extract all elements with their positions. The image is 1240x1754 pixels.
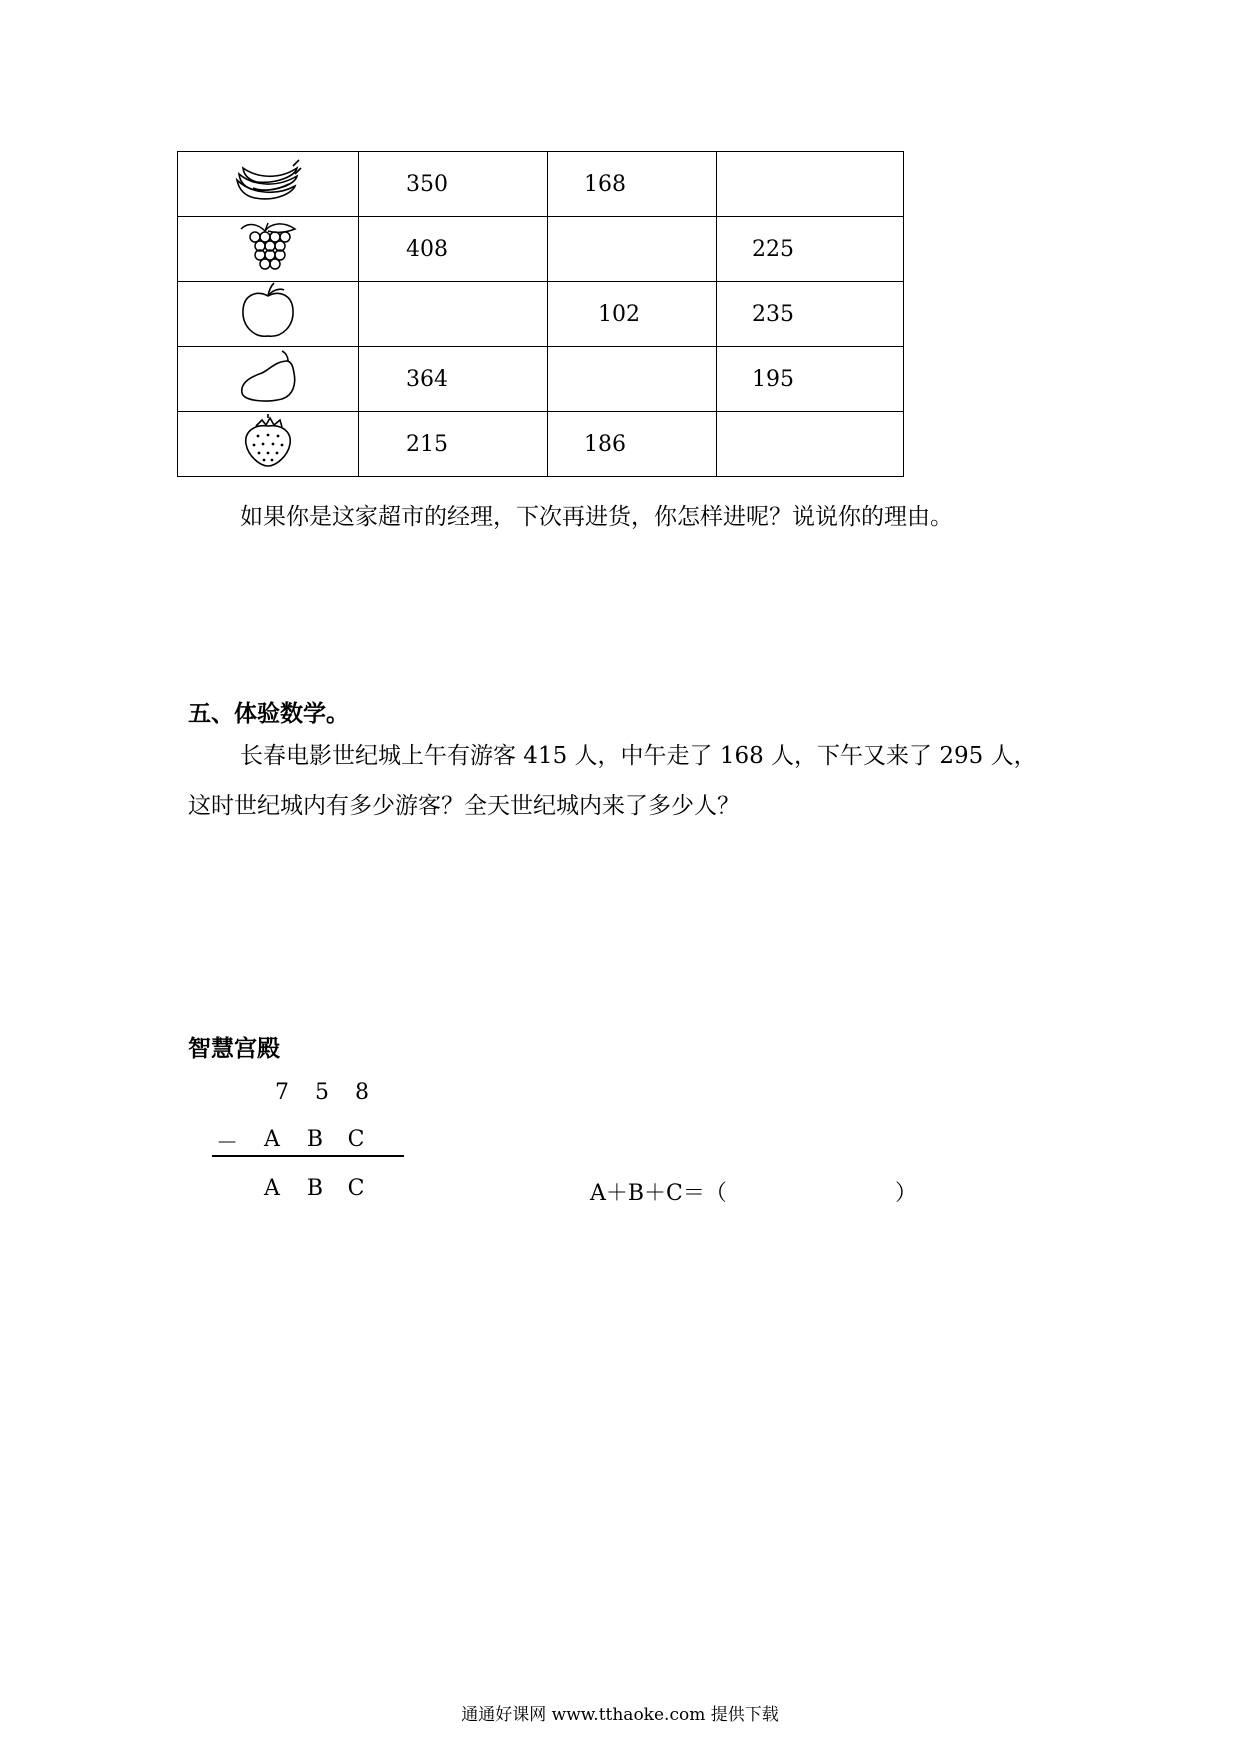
subtrahend-letter: A: [264, 1127, 280, 1152]
cell-value: 350: [406, 171, 448, 197]
minuend-digit: 7: [275, 1080, 289, 1105]
cell-value: 102: [598, 301, 640, 327]
table-row: [178, 282, 904, 347]
cell-value: 235: [752, 301, 794, 327]
value-cell: [359, 152, 548, 217]
page-footer: 通通好课网 www.tthaoke.com 提供下载: [461, 1705, 779, 1725]
value-cell: [359, 412, 548, 477]
value-cell: [359, 347, 548, 412]
cell-value: 215: [406, 431, 448, 457]
manager-question: 如果你是这家超市的经理，下次再进货，你怎样进呢？说说你的理由。: [240, 504, 953, 530]
value-cell: [548, 152, 717, 217]
cell-value: [359, 302, 406, 327]
subtrahend-letter: C: [347, 1127, 365, 1152]
value-cell: [548, 282, 717, 347]
value-cell: [717, 282, 904, 347]
cell-value: 225: [752, 236, 794, 262]
cell-value: 364: [406, 366, 448, 392]
table-row: [178, 347, 904, 412]
problem-line-2: 这时世纪城内有多少游客？全天世纪城内来了多少人？: [188, 793, 740, 819]
cell-value: [717, 172, 752, 197]
fruit-cell: [178, 347, 359, 412]
value-cell: [548, 412, 717, 477]
cell-value: 408: [406, 236, 448, 262]
difference-letter: A: [264, 1176, 280, 1201]
banana-icon: [233, 158, 303, 204]
difference-letter: C: [347, 1176, 365, 1201]
value-cell: [359, 282, 548, 347]
grapes-icon: [235, 219, 301, 273]
value-cell: [548, 217, 717, 282]
fruit-sales-table: [177, 151, 904, 477]
cell-value: 168: [584, 171, 626, 197]
difference-letter: B: [306, 1176, 324, 1201]
puzzle-heading: 智慧宫殿: [188, 1035, 280, 1062]
minuend-digit: 5: [315, 1080, 329, 1105]
table-row: [178, 152, 904, 217]
apple-icon: [238, 282, 298, 340]
fruit-cell: [178, 412, 359, 477]
minuend-digit: 8: [355, 1080, 369, 1105]
fruit-cell: [178, 282, 359, 347]
sum-equation: A＋B＋C＝（: [590, 1181, 727, 1206]
strawberry-icon: [238, 414, 298, 468]
table-row: [178, 217, 904, 282]
value-cell: [717, 412, 904, 477]
subtrahend-letter: B: [306, 1127, 324, 1152]
value-cell: [359, 217, 548, 282]
value-cell: [717, 152, 904, 217]
cell-value: 186: [584, 431, 626, 457]
value-cell: [548, 347, 717, 412]
cell-value: [548, 237, 584, 262]
answer-close-paren: ）: [895, 1181, 918, 1206]
problem-line-1: 长春电影世纪城上午有游客 415 人，中午走了 168 人，下午又来了 295 人，: [240, 743, 1037, 769]
subtraction-line: [212, 1155, 404, 1157]
fruit-cell: [178, 152, 359, 217]
section-heading: 五、体验数学。: [188, 700, 349, 727]
pear-icon: [236, 349, 300, 403]
cell-value: [548, 367, 584, 392]
value-cell: [717, 217, 904, 282]
cell-value: [717, 432, 752, 457]
fruit-cell: [178, 217, 359, 282]
cell-value: 195: [752, 366, 794, 392]
value-cell: [717, 347, 904, 412]
table-row: [178, 412, 904, 477]
minus-operator: －: [215, 1131, 238, 1156]
